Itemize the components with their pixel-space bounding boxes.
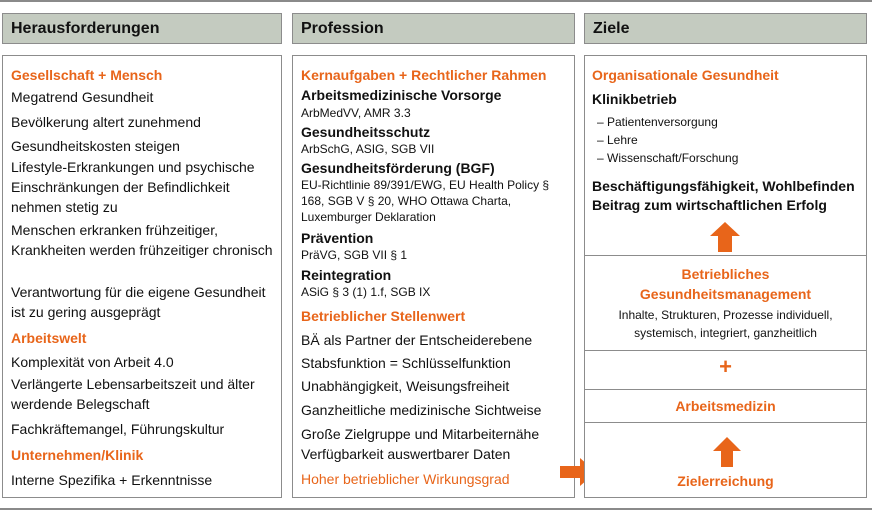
list-item: BÄ als Partner der Entscheiderebene <box>301 332 533 348</box>
arbeitsmedizin-label: Arbeitsmedizin <box>675 398 776 414</box>
header-profession: Profession <box>292 13 575 44</box>
section-title-stellenwert: Betrieblicher Stellenwert <box>301 308 466 324</box>
bottom-rule <box>0 508 872 510</box>
divider <box>585 389 866 390</box>
list-item: Fachkräftemangel, Führungskultur <box>11 421 225 437</box>
kern-item-detail: ArbSchG, ASIG, SGB VII <box>301 142 435 156</box>
section-title-arbeitswelt: Arbeitswelt <box>11 330 87 346</box>
list-item: Verlängerte Lebensarbeitszeit und älter werdende Belegschaft <box>11 376 255 412</box>
list-item: Unabhängigkeit, Weisungsfreiheit <box>301 378 510 394</box>
top-rule <box>0 0 872 2</box>
list-item: Verantwortung für die eigene Gesundheit ist zu gering ausgeprägt <box>11 284 266 320</box>
plus-sign: + <box>719 354 732 379</box>
divider <box>585 255 866 256</box>
section-title-unternehmen: Unternehmen/Klinik <box>11 447 144 463</box>
kern-item-detail: ASiG § 3 (1) 1.f, SGB IX <box>301 285 431 299</box>
kern-item-detail: ArbMedVV, AMR 3.3 <box>301 106 411 120</box>
beschaeftigung-text: Beschäftigungsfähigkeit, Wohlbefinden Beitrag zum wirtschaftlichen Erfolg <box>592 178 855 213</box>
list-item: Interne Spezifika + Erkenntnisse <box>11 472 213 488</box>
list-item: Megatrend Gesundheit <box>11 89 154 105</box>
header-ziele: Ziele <box>584 13 867 44</box>
column-ziele <box>584 55 867 498</box>
column-herausforderungen <box>2 55 282 498</box>
header-herausforderungen: Herausforderungen <box>2 13 282 44</box>
list-item: – Lehre <box>597 133 638 147</box>
kern-item-title: Arbeitsmedizinische Vorsorge <box>301 87 502 103</box>
list-item: Große Zielgruppe und Mitarbeiternähe Verfügbarkeit auswertbarer Daten <box>301 426 540 462</box>
list-item: Gesundheitskosten steigen <box>11 138 180 154</box>
klinikbetrieb-title: Klinikbetrieb <box>592 91 677 107</box>
list-item: Lifestyle-Erkrankungen und psychische Einschränkungen der Befindlichkeit nehmen stetig zu <box>11 159 255 215</box>
section-title-kernaufgaben: Kernaufgaben + Rechtlicher Rahmen <box>301 67 547 83</box>
kern-item-title: Prävention <box>301 230 374 246</box>
column-profession <box>292 55 575 498</box>
divider <box>585 422 866 423</box>
divider <box>585 350 866 351</box>
kern-item-detail: PräVG, SGB VII § 1 <box>301 248 408 262</box>
list-item: Komplexität von Arbeit 4.0 <box>11 354 174 370</box>
section-title-organisationale-gesundheit: Organisationale Gesundheit <box>592 67 779 83</box>
list-item: Bevölkerung altert zunehmend <box>11 114 201 130</box>
kern-item-title: Gesundheitsförderung (BGF) <box>301 160 495 176</box>
list-item: Stabsfunktion = Schlüsselfunktion <box>301 355 511 371</box>
zielerreichung-label: Zielerreichung <box>677 473 774 489</box>
bgm-title: Betriebliches Gesundheitsmanagement <box>639 266 812 302</box>
up-arrow-icon <box>710 222 740 252</box>
wirkungsgrad-text: Hoher betrieblicher Wirkungsgrad <box>301 471 510 487</box>
up-arrow-icon <box>713 437 741 467</box>
bgm-detail: Inhalte, Strukturen, Prozesse individuell, systemisch, integriert, ganzheitlich <box>618 308 833 340</box>
list-item: Menschen erkranken frühzeitiger, Krankheiten werden frühzeitiger chronisch <box>11 222 273 258</box>
kern-item-title: Reintegration <box>301 267 392 283</box>
list-item: Ganzheitliche medizinische Sichtweise <box>301 402 542 418</box>
list-item: – Wissenschaft/Forschung <box>597 151 739 165</box>
section-title-gesellschaft: Gesellschaft + Mensch <box>11 67 163 83</box>
kern-item-title: Gesundheitsschutz <box>301 124 431 140</box>
kern-item-detail: EU-Richtlinie 89/391/EWG, EU Health Policy § 168, SGB V § 20, WHO Ottawa Charta, Luxemburger Deklaration <box>301 178 550 224</box>
list-item: – Patientenversorgung <box>597 115 718 129</box>
